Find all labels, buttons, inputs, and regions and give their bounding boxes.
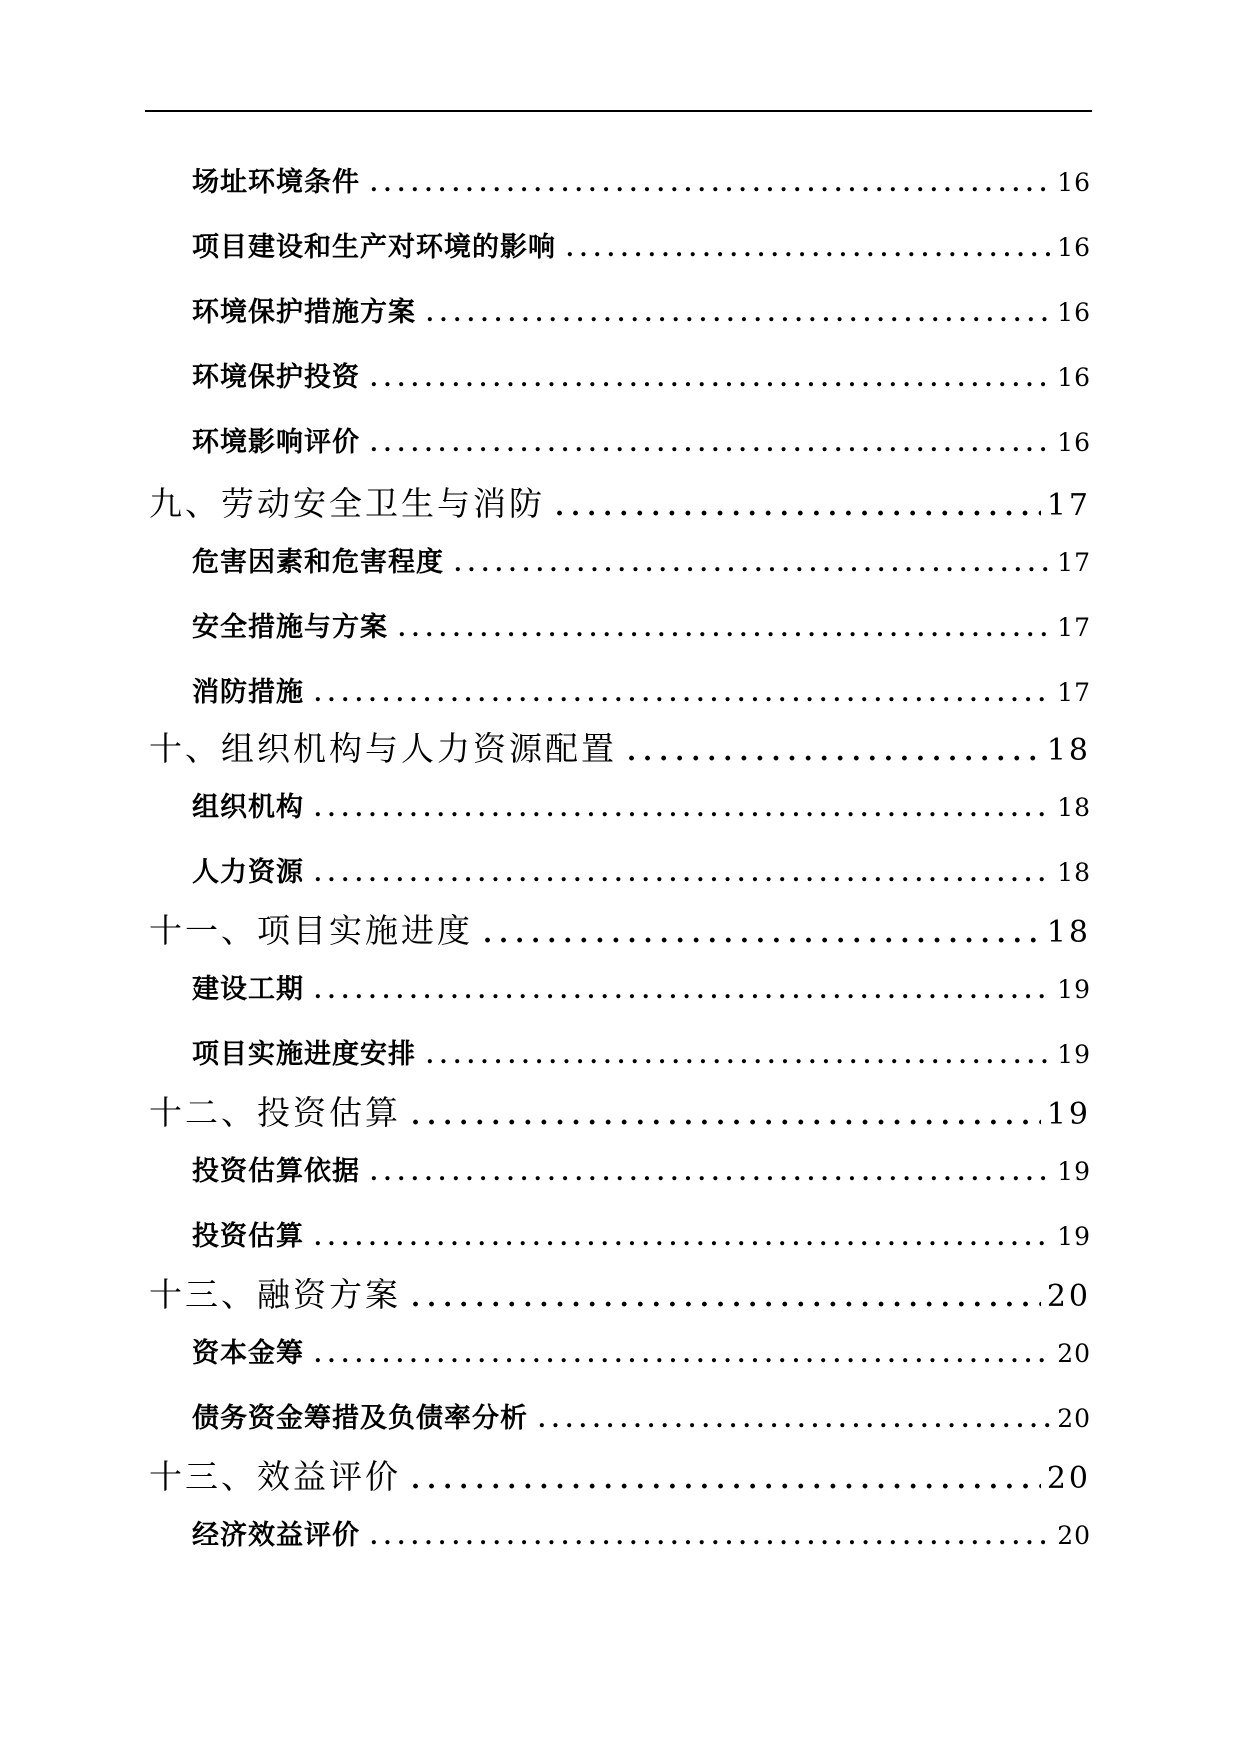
toc-entry[interactable] <box>192 355 1091 394</box>
toc-entry-page: 19 <box>1057 1157 1091 1186</box>
toc-entry-title: 建设工期 <box>192 974 304 1005</box>
toc-dot-leader <box>370 1526 1051 1548</box>
toc-entry-title: 经济效益评价 <box>192 1520 360 1551</box>
toc-entry[interactable] <box>192 290 1091 329</box>
toc-entry-page: 19 <box>1057 1040 1091 1069</box>
toc-entry-title: 人力资源 <box>192 857 304 888</box>
toc-entry[interactable] <box>192 1331 1091 1370</box>
toc-entry[interactable] <box>192 1032 1091 1071</box>
toc-entry-page: 20 <box>1046 1461 1091 1496</box>
toc-dot-leader <box>566 238 1051 260</box>
toc-dot-leader <box>314 1227 1051 1249</box>
toc-entry-title: 环境影响评价 <box>192 427 360 458</box>
toc-entry-page: 20 <box>1057 1521 1091 1550</box>
toc-dot-leader <box>314 980 1051 1002</box>
toc-dot-leader <box>411 1103 1041 1129</box>
toc-entry-page: 16 <box>1057 168 1091 197</box>
toc-dot-leader <box>454 553 1051 575</box>
toc-entry-title: 九、劳动安全卫生与消防 <box>149 484 545 523</box>
toc-dot-leader <box>627 739 1041 765</box>
toc-dot-leader <box>411 1285 1041 1311</box>
toc-entry-title: 场址环境条件 <box>192 167 360 198</box>
toc-entry[interactable] <box>192 1396 1091 1435</box>
toc-entry-title: 环境保护投资 <box>192 362 360 393</box>
toc-entry-page: 17 <box>1057 613 1091 642</box>
toc-entry-title: 危害因素和危害程度 <box>192 547 444 578</box>
toc-entry-page: 18 <box>1046 915 1091 950</box>
toc-entry-page: 19 <box>1046 1097 1091 1132</box>
toc-entry-title: 十二、投资估算 <box>149 1093 401 1132</box>
toc-entry[interactable] <box>192 967 1091 1006</box>
toc-entry-page: 18 <box>1046 733 1091 768</box>
toc-entry-title: 投资估算 <box>192 1221 304 1252</box>
toc-entry-page: 20 <box>1046 1279 1091 1314</box>
toc-entry[interactable] <box>149 723 1091 770</box>
toc-entry-title: 十一、项目实施进度 <box>149 911 473 950</box>
toc-entry-page: 18 <box>1057 793 1091 822</box>
toc-entry[interactable] <box>192 785 1091 824</box>
toc-entry-page: 19 <box>1057 975 1091 1004</box>
toc-entry-page: 20 <box>1057 1339 1091 1368</box>
toc-entry-title: 债务资金筹措及负债率分析 <box>192 1403 528 1434</box>
toc-entry-title: 项目实施进度安排 <box>192 1039 416 1070</box>
toc-entry-title: 安全措施与方案 <box>192 612 388 643</box>
toc-entry[interactable] <box>192 225 1091 264</box>
toc-entry-page: 16 <box>1057 428 1091 457</box>
toc-entry[interactable] <box>192 1149 1091 1188</box>
toc-entry-title: 十三、融资方案 <box>149 1275 401 1314</box>
toc-entry[interactable] <box>149 905 1091 952</box>
toc-entry[interactable] <box>192 1214 1091 1253</box>
toc-dot-leader <box>370 433 1051 455</box>
toc-entry-title: 组织机构 <box>192 792 304 823</box>
toc-entry[interactable] <box>192 160 1091 199</box>
toc-entry-page: 20 <box>1057 1404 1091 1433</box>
toc-dot-leader <box>370 173 1051 195</box>
toc-dot-leader <box>314 683 1051 705</box>
toc-dot-leader <box>314 1344 1051 1366</box>
toc-dot-leader <box>426 1045 1051 1067</box>
toc-entry[interactable] <box>192 1513 1091 1552</box>
toc-entry-page: 16 <box>1057 363 1091 392</box>
toc-dot-leader <box>538 1409 1051 1431</box>
toc-dot-leader <box>411 1467 1041 1493</box>
toc-entry-title: 投资估算依据 <box>192 1156 360 1187</box>
toc-entry-title: 十三、效益评价 <box>149 1457 401 1496</box>
toc-dot-leader <box>426 303 1051 325</box>
toc-entry[interactable] <box>149 1269 1091 1316</box>
toc-entry-title: 十、组织机构与人力资源配置 <box>149 729 617 768</box>
toc-entry[interactable] <box>149 478 1091 525</box>
toc-dot-leader <box>314 863 1051 885</box>
toc-entry[interactable] <box>192 850 1091 889</box>
toc-entry-title: 环境保护措施方案 <box>192 297 416 328</box>
toc-entry-page: 18 <box>1057 858 1091 887</box>
toc-entry[interactable] <box>192 420 1091 459</box>
toc-entry[interactable] <box>192 540 1091 579</box>
toc-entry-page: 17 <box>1057 548 1091 577</box>
toc-entry[interactable] <box>149 1451 1091 1498</box>
toc-entry-page: 17 <box>1046 488 1091 523</box>
toc-entry[interactable] <box>192 670 1091 709</box>
toc-entry-page: 19 <box>1057 1222 1091 1251</box>
toc-dot-leader <box>555 494 1041 520</box>
toc-entry-page: 17 <box>1057 678 1091 707</box>
toc-dot-leader <box>314 798 1051 820</box>
toc-dot-leader <box>370 368 1051 390</box>
toc-dot-leader <box>483 921 1041 947</box>
toc-entry[interactable] <box>149 1087 1091 1134</box>
toc-dot-leader <box>370 1162 1051 1184</box>
toc-entry[interactable] <box>192 605 1091 644</box>
toc-entry-title: 资本金筹 <box>192 1338 304 1369</box>
toc-entry-title: 项目建设和生产对环境的影响 <box>192 232 556 263</box>
toc-entry-title: 消防措施 <box>192 677 304 708</box>
toc-dot-leader <box>398 618 1051 640</box>
toc-entry-page: 16 <box>1057 298 1091 327</box>
toc-entry-page: 16 <box>1057 233 1091 262</box>
